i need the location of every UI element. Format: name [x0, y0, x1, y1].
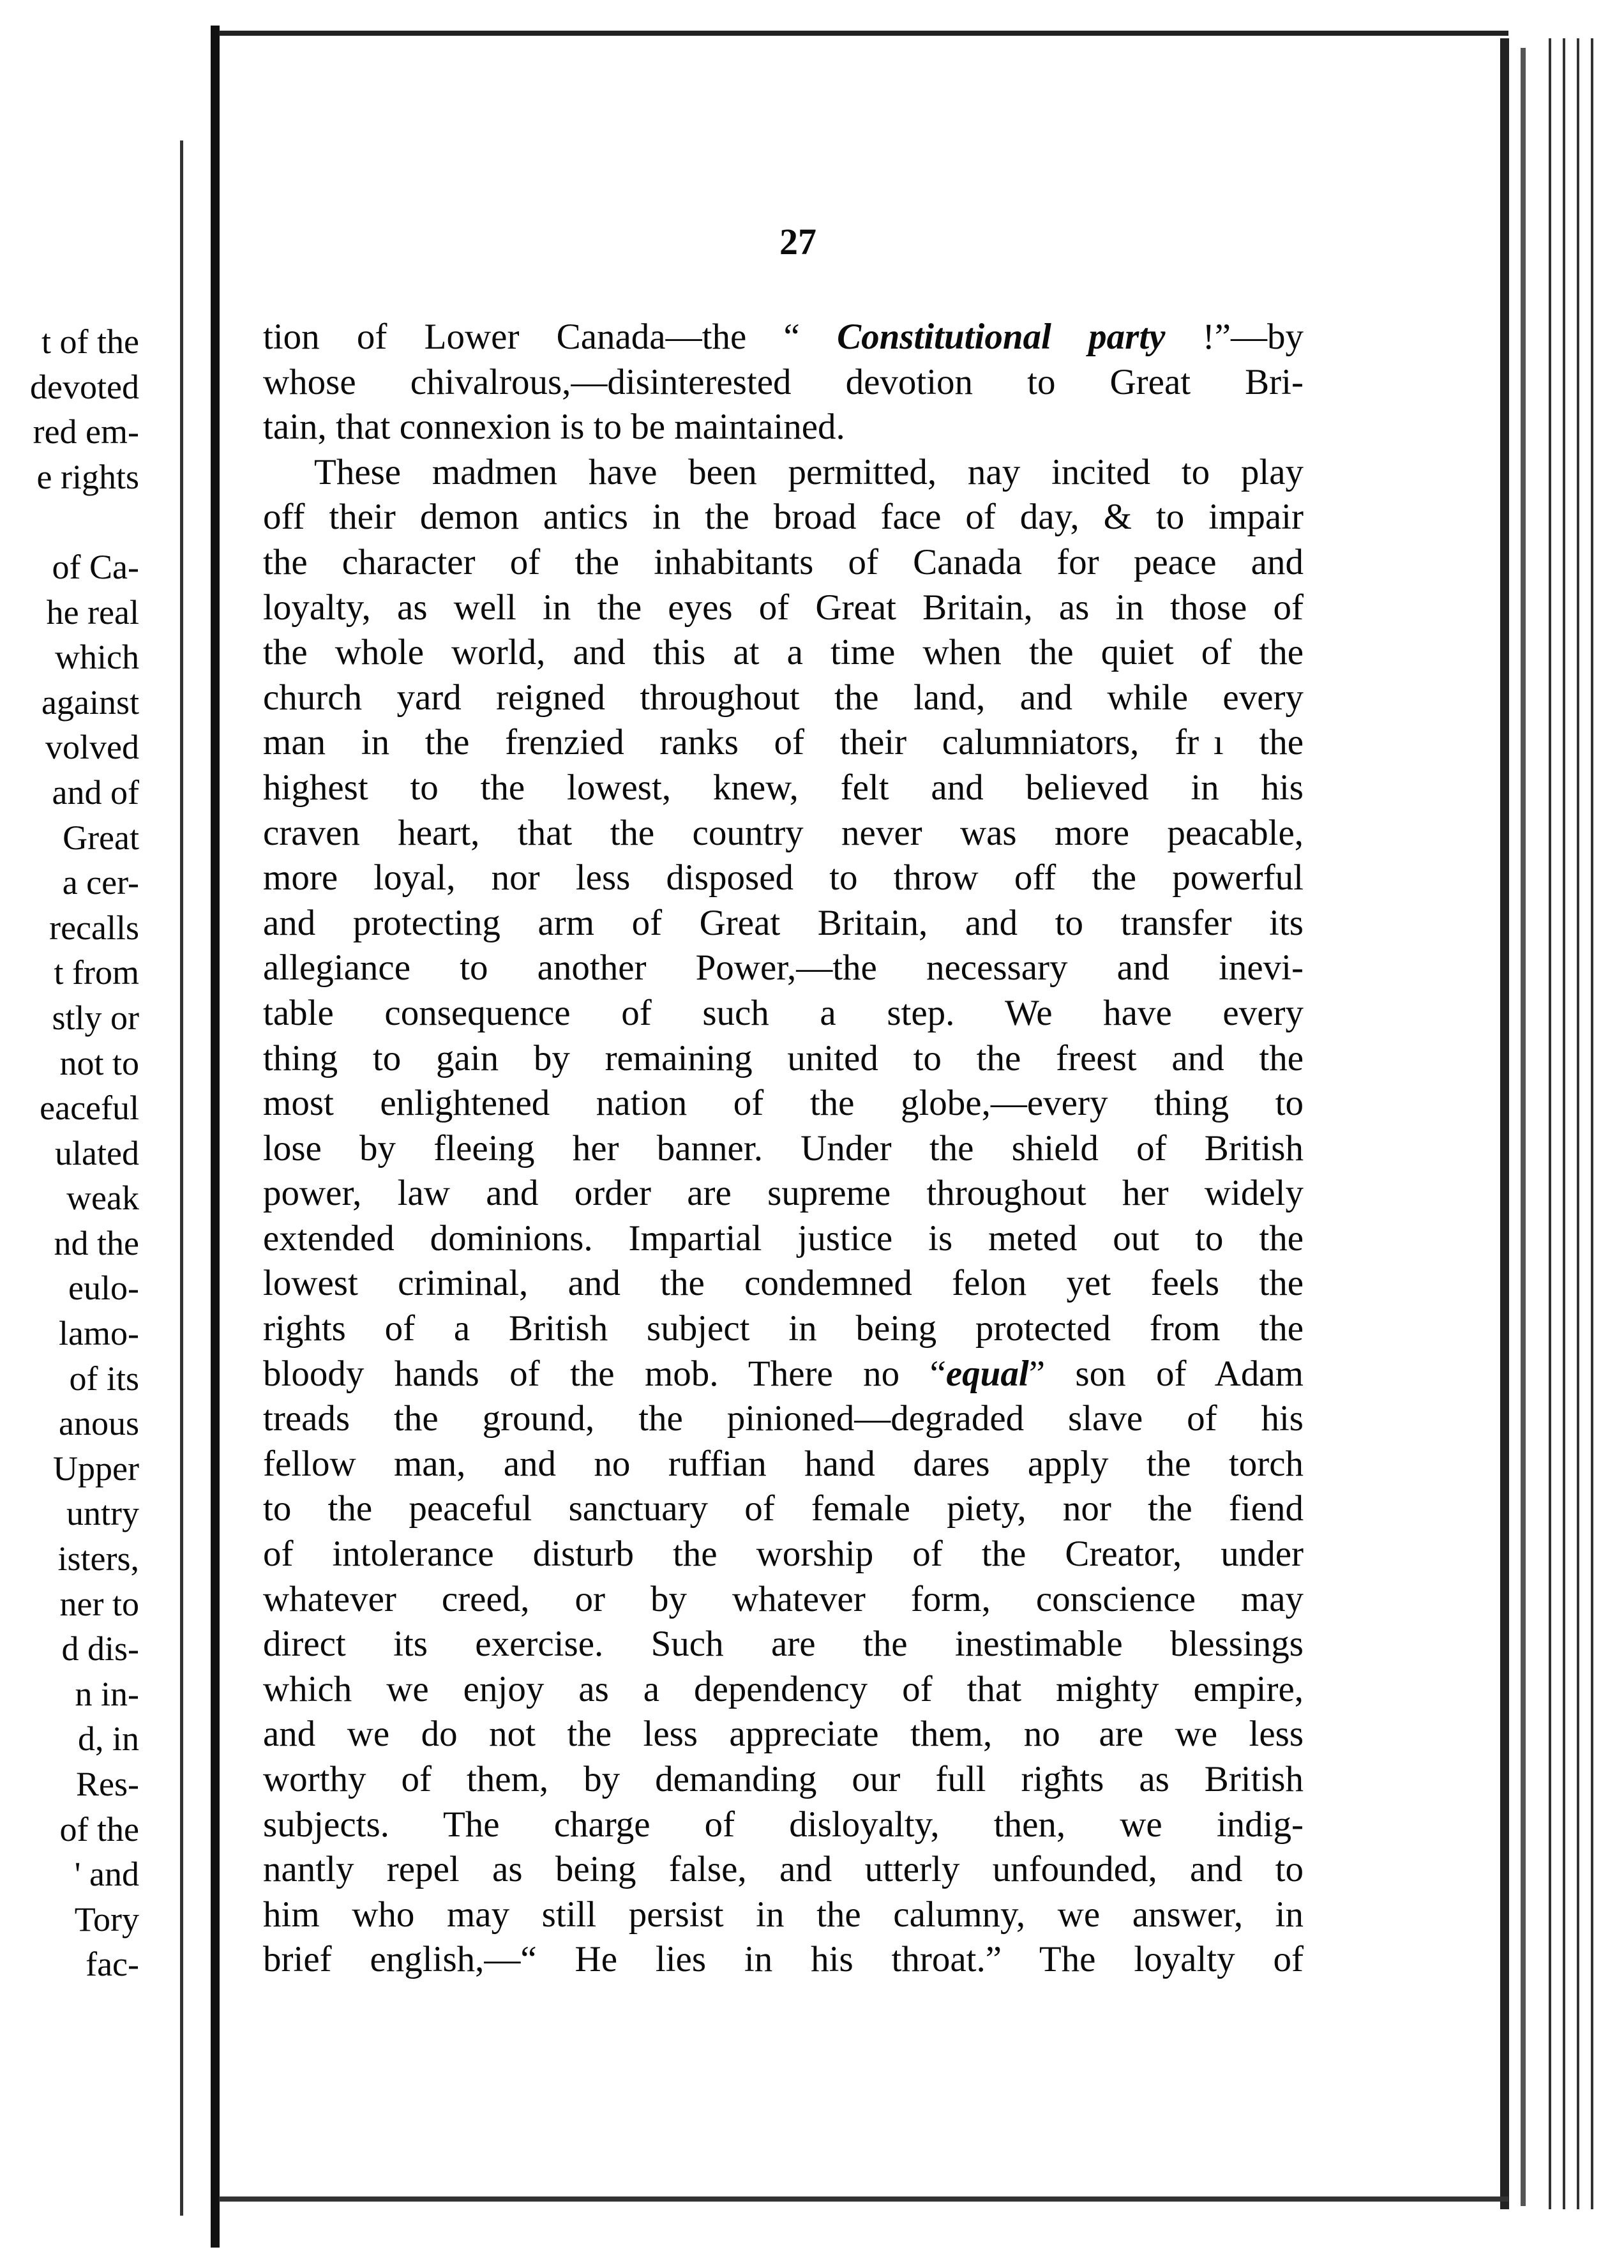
text-line: thing to gain by remaining united to the freest and the	[263, 1038, 1304, 1078]
previous-page-line: Upper	[53, 1449, 139, 1488]
page-bottom-edge	[219, 2196, 1508, 2202]
text-line: direct its exercise. Such are the inestimable blessings	[263, 1624, 1304, 1665]
text-line: extended dominions. Impartial justice is meted out to the	[263, 1218, 1304, 1259]
text-line: the whole world, and this at a time when the quiet of the	[263, 632, 1304, 673]
previous-page-line: untry	[66, 1494, 139, 1533]
previous-page-line: of its	[69, 1359, 139, 1398]
text-line: craven heart, that the country never was more peacable,	[263, 812, 1304, 853]
previous-page-line: of Ca-	[52, 547, 139, 586]
page-stack-edges	[1544, 38, 1605, 2209]
page-right-edge-inner	[1521, 48, 1526, 2206]
previous-page-line: lamo-	[59, 1314, 139, 1353]
text-line: off their demon antics in the broad face of day, & to impair	[263, 497, 1304, 538]
text-line: worthy of them, by demanding our full rigħts as British	[263, 1759, 1304, 1799]
text-line: which we enjoy as a dependency of that mighty empire,	[263, 1668, 1304, 1709]
text-line: more loyal, nor less disposed to throw off the powerful	[263, 858, 1304, 898]
previous-page-line: d, in	[77, 1720, 139, 1758]
text-line: nantly repel as being false, and utterly unfounded, and to	[263, 1849, 1304, 1890]
previous-page-line: of the	[59, 1810, 139, 1848]
text-line: treads the ground, the pinioned—degraded slave of his	[263, 1398, 1304, 1439]
previous-page-line: weak	[66, 1179, 139, 1218]
text-line: of intolerance disturb the worship of the Creator, under	[263, 1534, 1304, 1575]
previous-page-line: volved	[45, 728, 139, 767]
gutter-divider	[211, 26, 220, 2248]
previous-page-line: d dis-	[61, 1629, 139, 1668]
previous-page-line: devoted	[30, 367, 139, 406]
text-line: whatever creed, or by whatever form, conscience may	[263, 1578, 1304, 1619]
text-line: tion of Lower Canada—the “ Constitutional party !”—by	[263, 317, 1304, 357]
previous-page-text	[0, 319, 139, 1987]
text-line: the character of the inhabitants of Canada for peace and	[263, 541, 1304, 582]
previous-page-line: nd the	[54, 1223, 139, 1262]
text-line: fellow man, and no ruffian hand dares apply the torch	[263, 1443, 1304, 1484]
text-line: table consequence of such a step. We have every	[263, 992, 1304, 1033]
text-line: highest to the lowest, knew, felt and believed in his	[263, 767, 1304, 808]
previous-page-line: e rights	[36, 457, 139, 496]
previous-page-line: stly or	[52, 998, 139, 1037]
previous-page	[0, 0, 211, 2268]
text-line: and we do not the less appreciate them, no are we less	[263, 1714, 1304, 1755]
previous-page-line: recalls	[49, 908, 139, 947]
text-line: church yard reigned throughout the land, and while every	[263, 677, 1304, 718]
text-line: lowest criminal, and the condemned felon yet feels the	[263, 1263, 1304, 1304]
page-number: 27	[779, 221, 816, 262]
previous-page-line: Tory	[74, 1900, 139, 1939]
previous-page-line: eulo-	[68, 1269, 139, 1308]
previous-page-line: ner to	[59, 1584, 139, 1623]
text-line: loyalty, as well in the eyes of Great Britain, as in those of	[263, 587, 1304, 628]
previous-page-line: t from	[54, 953, 139, 992]
previous-page-line: Res-	[76, 1765, 139, 1803]
gutter-shadow	[180, 140, 183, 2216]
text-line: to the peaceful sanctuary of female piety, nor the fiend	[263, 1488, 1304, 1529]
text-line: subjects. The charge of disloyalty, then, we indig-	[263, 1804, 1304, 1845]
previous-page-line: isters,	[57, 1539, 139, 1578]
text-line: lose by fleeing her banner. Under the shield of British	[263, 1128, 1304, 1168]
previous-page-line: anous	[59, 1404, 139, 1443]
text-line: power, law and order are supreme throughout her widely	[263, 1173, 1304, 1214]
text-line: whose chivalrous,—disinterested devotion to Great Bri-	[263, 361, 1304, 402]
previous-page-line: red em-	[33, 412, 139, 451]
previous-page-line: ulated	[55, 1133, 139, 1172]
previous-page-line: not to	[59, 1043, 139, 1082]
text-line: brief english,—“ He lies in his throat.” The loyalty of	[263, 1939, 1304, 1980]
text-line: and protecting arm of Great Britain, and to transfer its	[263, 902, 1304, 943]
page-right-edge	[1500, 38, 1509, 2209]
previous-page-line: he real	[46, 593, 139, 631]
previous-page-line	[0, 499, 139, 545]
previous-page-line: fac-	[86, 1945, 139, 1984]
page-body	[263, 315, 1304, 1983]
previous-page-line: which	[55, 638, 139, 677]
text-line: him who may still persist in the calumny, we answer, in	[263, 1894, 1304, 1935]
text-line: allegiance to another Power,—the necessary and inevi-	[263, 948, 1304, 988]
text-line: man in the frenzied ranks of their calumniators, fr ı the	[263, 722, 1304, 763]
text-line: bloody hands of the mob. There no “equal” son of Adam	[263, 1353, 1304, 1394]
page-top-edge	[219, 31, 1508, 36]
text-line: rights of a British subject in being protected from the	[263, 1308, 1304, 1349]
text-line: tain, that connexion is to be maintained.	[263, 407, 845, 448]
previous-page-line: n in-	[75, 1674, 139, 1713]
previous-page-line: Great	[63, 818, 139, 857]
previous-page-line: against	[41, 683, 139, 722]
text-line: These madmen have been permitted, nay incited to play	[314, 451, 1304, 492]
previous-page-line: eaceful	[40, 1089, 139, 1128]
previous-page-line: a cer-	[62, 863, 139, 902]
text-line: most enlightened nation of the globe,—every thing to	[263, 1083, 1304, 1124]
previous-page-line: and of	[52, 773, 139, 812]
previous-page-line: ' and	[74, 1855, 139, 1894]
previous-page-line: t of the	[41, 322, 139, 361]
